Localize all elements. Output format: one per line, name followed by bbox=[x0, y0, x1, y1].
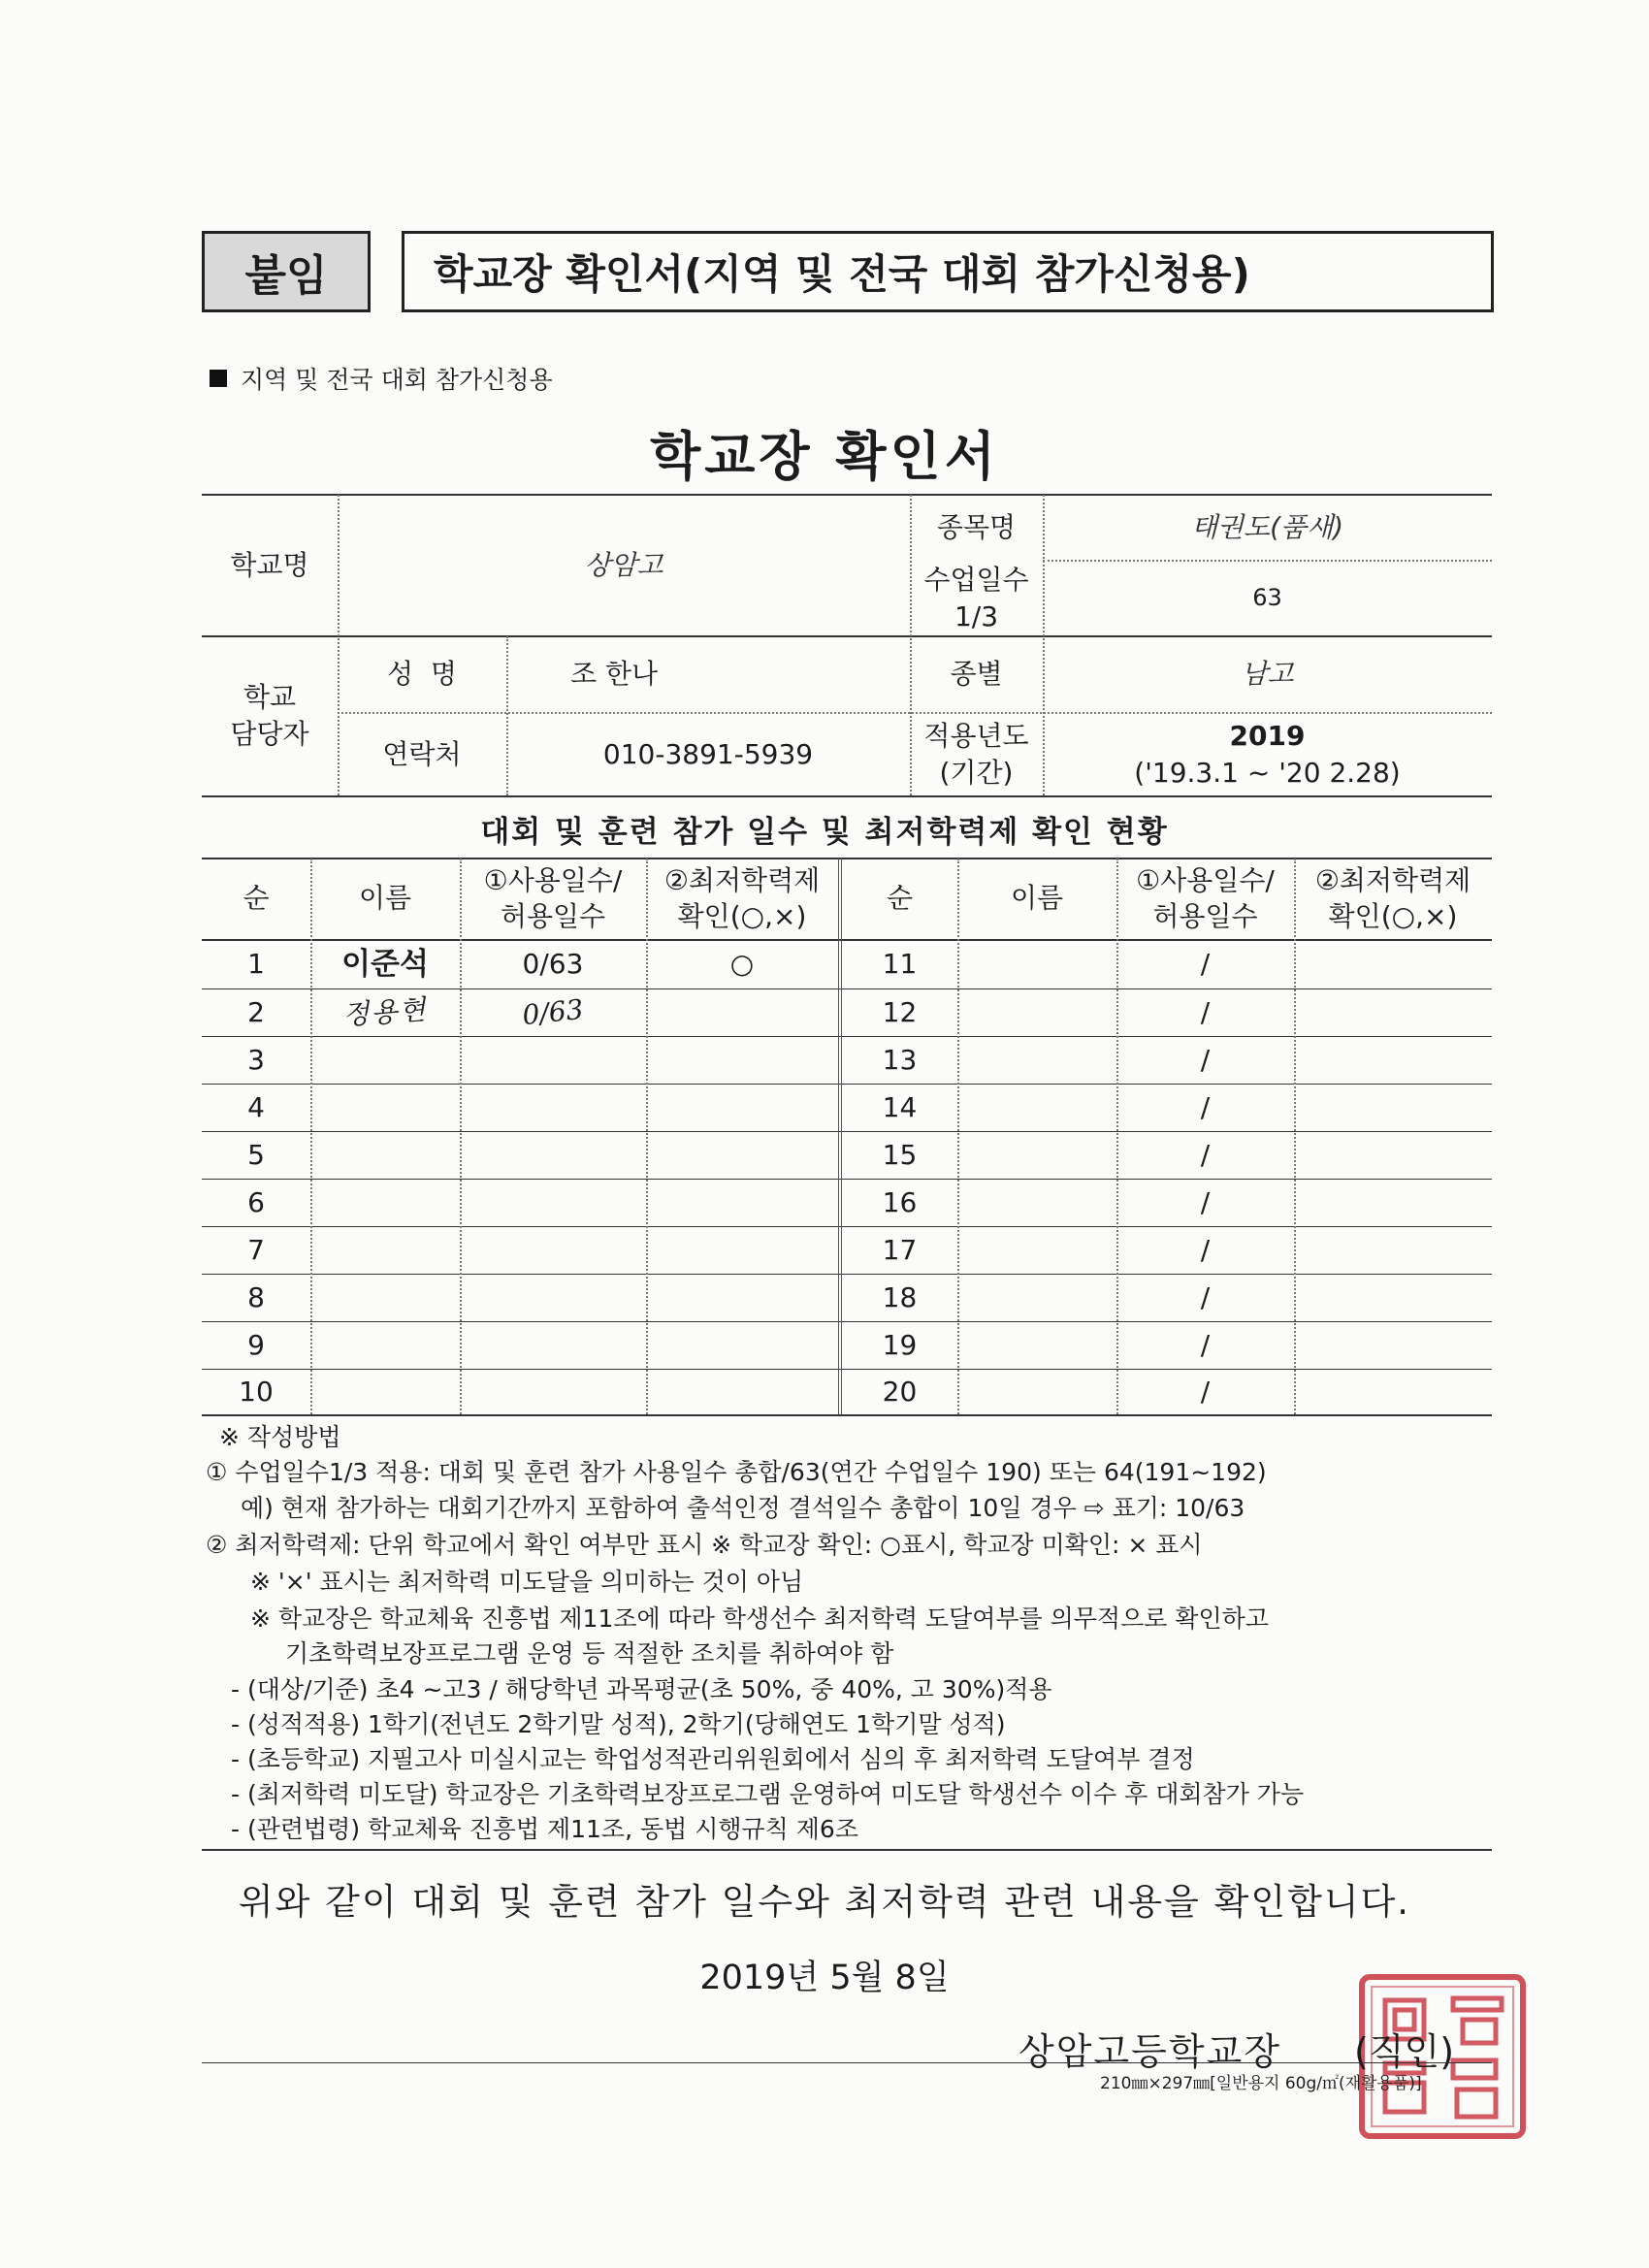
square-bullet-icon bbox=[210, 370, 227, 387]
sport-label: 종목명 bbox=[936, 510, 1017, 543]
row-no: 13 bbox=[882, 1043, 918, 1076]
row-check: ○ bbox=[729, 947, 755, 980]
row-check bbox=[646, 989, 838, 1036]
name-value: 조 한나 bbox=[570, 658, 659, 691]
row-days: / bbox=[1200, 947, 1211, 980]
row-no: 16 bbox=[882, 1185, 918, 1218]
row-no: 14 bbox=[882, 1090, 918, 1123]
note-item: - (대상/기준) 초4 ~고3 / 해당학년 과목평균(초 50%, 중 40%, 고 30%)적용 bbox=[231, 1675, 1052, 1703]
note-item: ① 수업일수1/3 적용: 대회 및 훈련 참가 사용일수 총합/63(연간 수업일수 190) 또는 64(191~192) bbox=[206, 1458, 1267, 1486]
note-heading: ※ 작성방법 bbox=[219, 1423, 341, 1451]
note-item: 예) 현재 참가하는 대회기간까지 포함하여 출석인정 결석일수 총합이 10일 경우 ⇨ 표기: 10/63 bbox=[241, 1494, 1245, 1522]
row-no: 17 bbox=[882, 1233, 918, 1266]
name-label: 성 명 bbox=[387, 658, 457, 691]
row-no: 7 bbox=[247, 1233, 265, 1266]
row-days: / bbox=[1200, 1043, 1211, 1076]
row-no: 5 bbox=[247, 1138, 265, 1171]
contact-label: 연락처 bbox=[382, 737, 462, 770]
row-no: 19 bbox=[882, 1328, 918, 1361]
row-no: 11 bbox=[882, 947, 918, 980]
header-days: ①사용일수/ 허용일수 bbox=[483, 864, 623, 932]
row-days: / bbox=[1200, 1375, 1211, 1408]
header-days: ①사용일수/ 허용일수 bbox=[1136, 864, 1275, 932]
manager-label: 학교 담당자 bbox=[230, 681, 309, 750]
seal-label: (직인) bbox=[1354, 2030, 1455, 2073]
row-no: 1 bbox=[247, 947, 265, 980]
note-item: ※ '×' 표시는 최저학력 미도달을 의미하는 것이 아님 bbox=[250, 1568, 804, 1596]
year-value: 2019 bbox=[1229, 719, 1306, 752]
row-name: 정용현 bbox=[341, 992, 429, 1031]
row-no: 8 bbox=[247, 1280, 265, 1313]
row-no: 3 bbox=[247, 1043, 265, 1076]
sport-value: 태권도(품새) bbox=[1190, 510, 1344, 543]
page-title: 학교장 확인서 bbox=[650, 426, 999, 487]
gender-value: 남고 bbox=[1241, 658, 1294, 691]
header-name: 이름 bbox=[1010, 882, 1064, 915]
section-title: 대회 및 훈련 참가 일수 및 최저학력제 확인 현황 bbox=[480, 815, 1169, 850]
header-check: ②최저학력제 확인(○,×) bbox=[1314, 864, 1471, 932]
period-value: ('19.3.1 ~ '20 2.28) bbox=[1134, 756, 1401, 789]
header-no: 순 bbox=[242, 882, 270, 915]
row-no: 15 bbox=[882, 1138, 918, 1171]
document-header-title: 학교장 확인서(지역 및 전국 대회 참가신청용) bbox=[402, 231, 1494, 312]
row-no: 18 bbox=[882, 1280, 918, 1313]
row-no: 9 bbox=[247, 1328, 265, 1361]
school-label: 학교명 bbox=[230, 548, 309, 581]
row-days: / bbox=[1200, 1185, 1211, 1218]
note-item: - (관련법령) 학교체육 진흥법 제11조, 동법 시행규칙 제6조 bbox=[231, 1815, 858, 1843]
row-no: 4 bbox=[247, 1090, 265, 1123]
row-no: 10 bbox=[239, 1375, 274, 1408]
row-no: 12 bbox=[882, 995, 918, 1028]
row-days: / bbox=[1200, 1090, 1211, 1123]
days-value: 63 bbox=[1252, 584, 1282, 612]
row-days: 0/63 bbox=[520, 992, 585, 1031]
row-days: / bbox=[1200, 995, 1211, 1028]
year-label: 적용년도 (기간) bbox=[923, 719, 1029, 789]
row-no: 6 bbox=[247, 1185, 265, 1218]
header-check: ②최저학력제 확인(○,×) bbox=[663, 864, 821, 932]
days-label: 수업일수 1/3 bbox=[923, 563, 1029, 632]
row-days: / bbox=[1200, 1280, 1211, 1313]
confirm-statement: 위와 같이 대회 및 훈련 참가 일수와 최저학력 관련 내용을 확인합니다. bbox=[238, 1881, 1411, 1923]
paper-spec-footer: 210㎜×297㎜[일반용지 60g/㎡(재활용품)] bbox=[1100, 2074, 1422, 2093]
issue-date: 2019년 5월 8일 bbox=[699, 1959, 950, 1997]
row-no: 20 bbox=[882, 1375, 918, 1408]
note-item: ※ 학교장은 학교체육 진흥법 제11조에 따라 학생선수 최저학력 도달여부를 의무적으로 확인하고 bbox=[250, 1604, 1269, 1633]
note-item: - (초등학교) 지필고사 미실시교는 학업성적관리위원회에서 심의 후 최저학력 도달여부 결정 bbox=[231, 1745, 1195, 1773]
row-days: / bbox=[1200, 1138, 1211, 1171]
gender-label: 종별 bbox=[950, 658, 1003, 691]
row-days: 0/63 bbox=[522, 947, 584, 980]
row-no: 2 bbox=[247, 995, 265, 1028]
note-item: - (최저학력 미도달) 학교장은 기초학력보장프로그램 운영하여 미도달 학생선수 이수 후 대회참가 가능 bbox=[231, 1780, 1305, 1808]
note-item: 기초학력보장프로그램 운영 등 적절한 조치를 취하여야 함 bbox=[285, 1639, 894, 1668]
usage-line-text: 지역 및 전국 대회 참가신청용 bbox=[241, 366, 553, 394]
header-no: 순 bbox=[886, 882, 914, 915]
principal-title: 상암고등학교장 bbox=[1018, 2030, 1281, 2073]
usage-line bbox=[210, 361, 553, 396]
note-item: ② 최저학력제: 단위 학교에서 확인 여부만 표시 ※ 학교장 확인: ○표시, 학교장 미확인: × 표시 bbox=[206, 1531, 1203, 1559]
year-cell bbox=[1043, 713, 1492, 795]
note-item: - (성적적용) 1학기(전년도 2학기말 성적), 2학기(당해연도 1학기말 성적) bbox=[231, 1710, 1006, 1738]
row-name: 이준석 bbox=[341, 946, 429, 982]
school-value: 상암고 bbox=[584, 548, 663, 581]
header-name: 이름 bbox=[358, 882, 412, 915]
row-days: / bbox=[1200, 1233, 1211, 1266]
contact-value: 010-3891-5939 bbox=[602, 737, 814, 770]
attachment-badge: 붙임 bbox=[202, 231, 371, 312]
row-days: / bbox=[1200, 1328, 1211, 1361]
